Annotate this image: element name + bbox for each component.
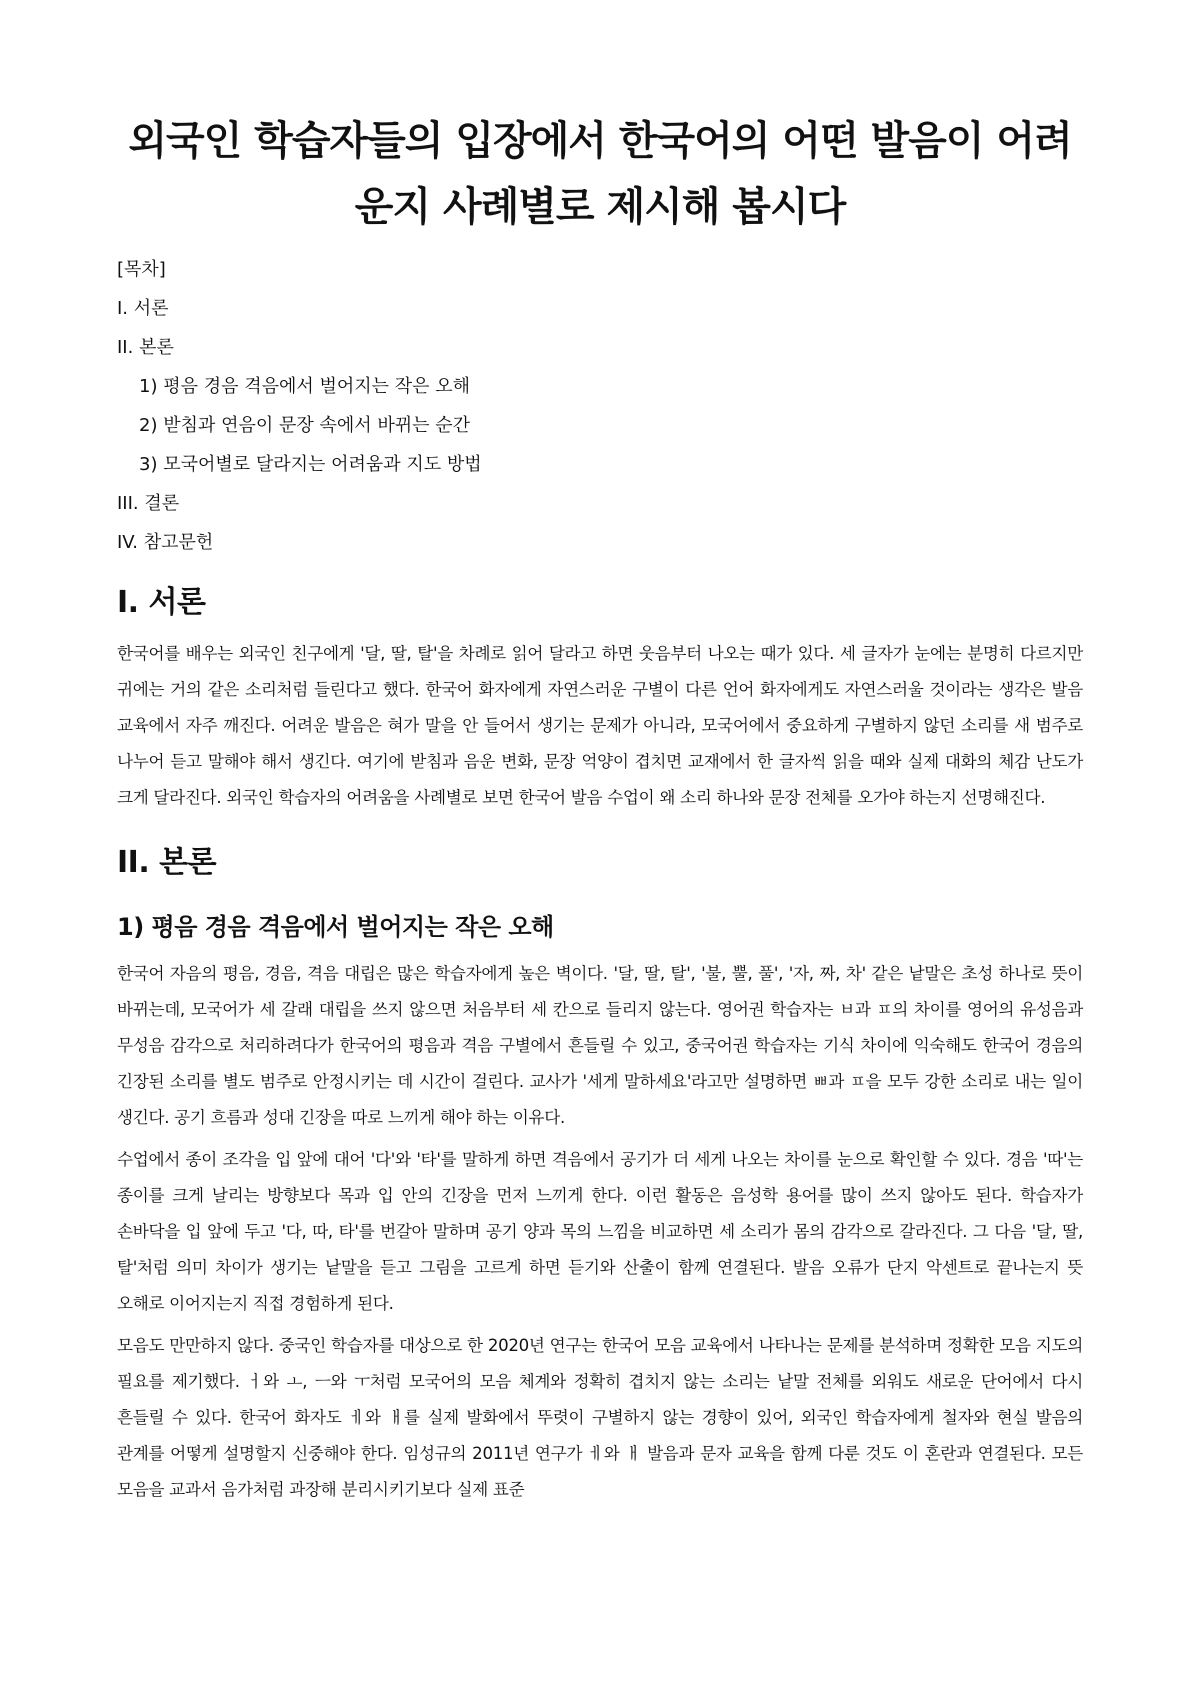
- document-page: [117, 108, 1083, 1514]
- body-paragraph: 한국어를 배우는 외국인 친구에게 '달, 딸, 탈'을 차례로 읽어 달라고 하면 웃음부터 나오는 때가 있다. 세 글자가 눈에는 분명히 다르지만 귀에는 거의 같은 소리처럼 들린다고 했다. 한국어 화자에게 자연스러운 구별이 다른 언어 화자에게도 자연스러울 것이라는 생각은 발음 교육에서 자주 깨진다. 어려운 발음은 혀가 말을 안 들어서 생기는 문제가 아니라, 모국어에서 중요하게 구별하지 않던 소리를 새 범주로 나누어 듣고 말해야 해서 생긴다. 여기에 받침과 음운 변화, 문장 억양이 겹치면 교재에서 한 글자씩 읽을 때와 실제 대화의 체감 난도가 크게 달라진다. 외국인 학습자의 어려움을 사례별로 보면 한국어 발음 수업이 왜 소리 하나와 문장 전체를 오가야 하는지 선명해진다.: [117, 644, 1083, 807]
- body-paragraph: 모음도 만만하지 않다. 중국인 학습자를 대상으로 한 2020년 연구는 한국어 모음 교육에서 나타나는 문제를 분석하며 정확한 모음 지도의 필요를 제기했다. ㅓ와 ㅗ, ㅡ와 ㅜ처럼 모국어의 모음 체계와 정확히 겹치지 않는 소리는 낱말 전체를 외워도 새로운 단어에서 다시 흔들릴 수 있다. 한국어 화자도 ㅔ와 ㅐ를 실제 발화에서 뚜렷이 구별하지 않는 경향이 있어, 외국인 학습자에게 철자와 현실 발음의 관계를 어떻게 설명할지 신중해야 한다. 임성규의 2011년 연구가 ㅔ와 ㅐ 발음과 문자 교육을 함께 다룬 것도 이 혼란과 연결된다. 모든 모음을 교과서 음가처럼 과장해 분리시키기보다 실제 표준: [117, 1336, 1083, 1499]
- toc-subitem: 2) 받침과 연음이 문장 속에서 바뀌는 순간: [139, 415, 471, 436]
- toc-item: II. 본론: [117, 337, 174, 358]
- body-paragraph: 수업에서 종이 조각을 입 앞에 대어 '다'와 '타'를 말하게 하면 격음에서 공기가 더 세게 나오는 차이를 눈으로 확인할 수 있다. 경음 '따'는 종이를 크게 날리는 방향보다 목과 입 안의 긴장을 먼저 느끼게 한다. 이런 활동은 음성학 용어를 많이 쓰지 않아도 된다. 학습자가 손바닥을 입 앞에 두고 '다, 따, 타'를 번갈아 말하며 공기 양과 목의 느낌을 비교하면 세 소리가 몸의 감각으로 갈라진다. 그 다음 '달, 딸, 탈'처럼 의미 차이가 생기는 낱말을 듣고 그림을 고르게 하면 듣기와 산출이 함께 연결된다. 발음 오류가 단지 악센트로 끝나는지 뜻 오해로 이어지는지 직접 경험하게 된다.: [117, 1150, 1083, 1313]
- toc-item: I. 서론: [117, 298, 169, 319]
- table-of-contents: [117, 250, 1083, 562]
- section-heading-introduction: I. 서론: [117, 585, 206, 620]
- toc-item: III. 결론: [117, 493, 180, 514]
- toc-item: IV. 참고문헌: [117, 532, 214, 553]
- document-title: 외국인 학습자들의 입장에서 한국어의 어떤 발음이 어려운지 사례별로 제시해 봅시다: [128, 118, 1072, 230]
- subsection-heading: 1) 평음 경음 격음에서 벌어지는 작은 오해: [117, 913, 554, 941]
- toc-heading: [목차]: [117, 259, 166, 280]
- toc-subitem: 1) 평음 경음 격음에서 벌어지는 작은 오해: [139, 376, 471, 397]
- section-heading-body: II. 본론: [117, 845, 217, 880]
- body-paragraph: 한국어 자음의 평음, 경음, 격음 대립은 많은 학습자에게 높은 벽이다. '달, 딸, 탈', '불, 뿔, 풀', '자, 짜, 차' 같은 낱말은 초성 하나로 뜻이 바뀌는데, 모국어가 세 갈래 대립을 쓰지 않으면 처음부터 세 칸으로 들리지 않는다. 영어권 학습자는 ㅂ과 ㅍ의 차이를 영어의 유성음과 무성음 감각으로 처리하려다가 한국어의 평음과 격음 구별에서 흔들릴 수 있고, 중국어권 학습자는 기식 차이에 익숙해도 한국어 경음의 긴장된 소리를 별도 범주로 안정시키는 데 시간이 걸린다. 교사가 '세게 말하세요'라고만 설명하면 ㅃ과 ㅍ을 모두 강한 소리로 내는 일이 생긴다. 공기 흐름과 성대 긴장을 따로 느끼게 해야 하는 이유다.: [117, 964, 1083, 1127]
- toc-subitem: 3) 모국어별로 달라지는 어려움과 지도 방법: [139, 454, 482, 475]
